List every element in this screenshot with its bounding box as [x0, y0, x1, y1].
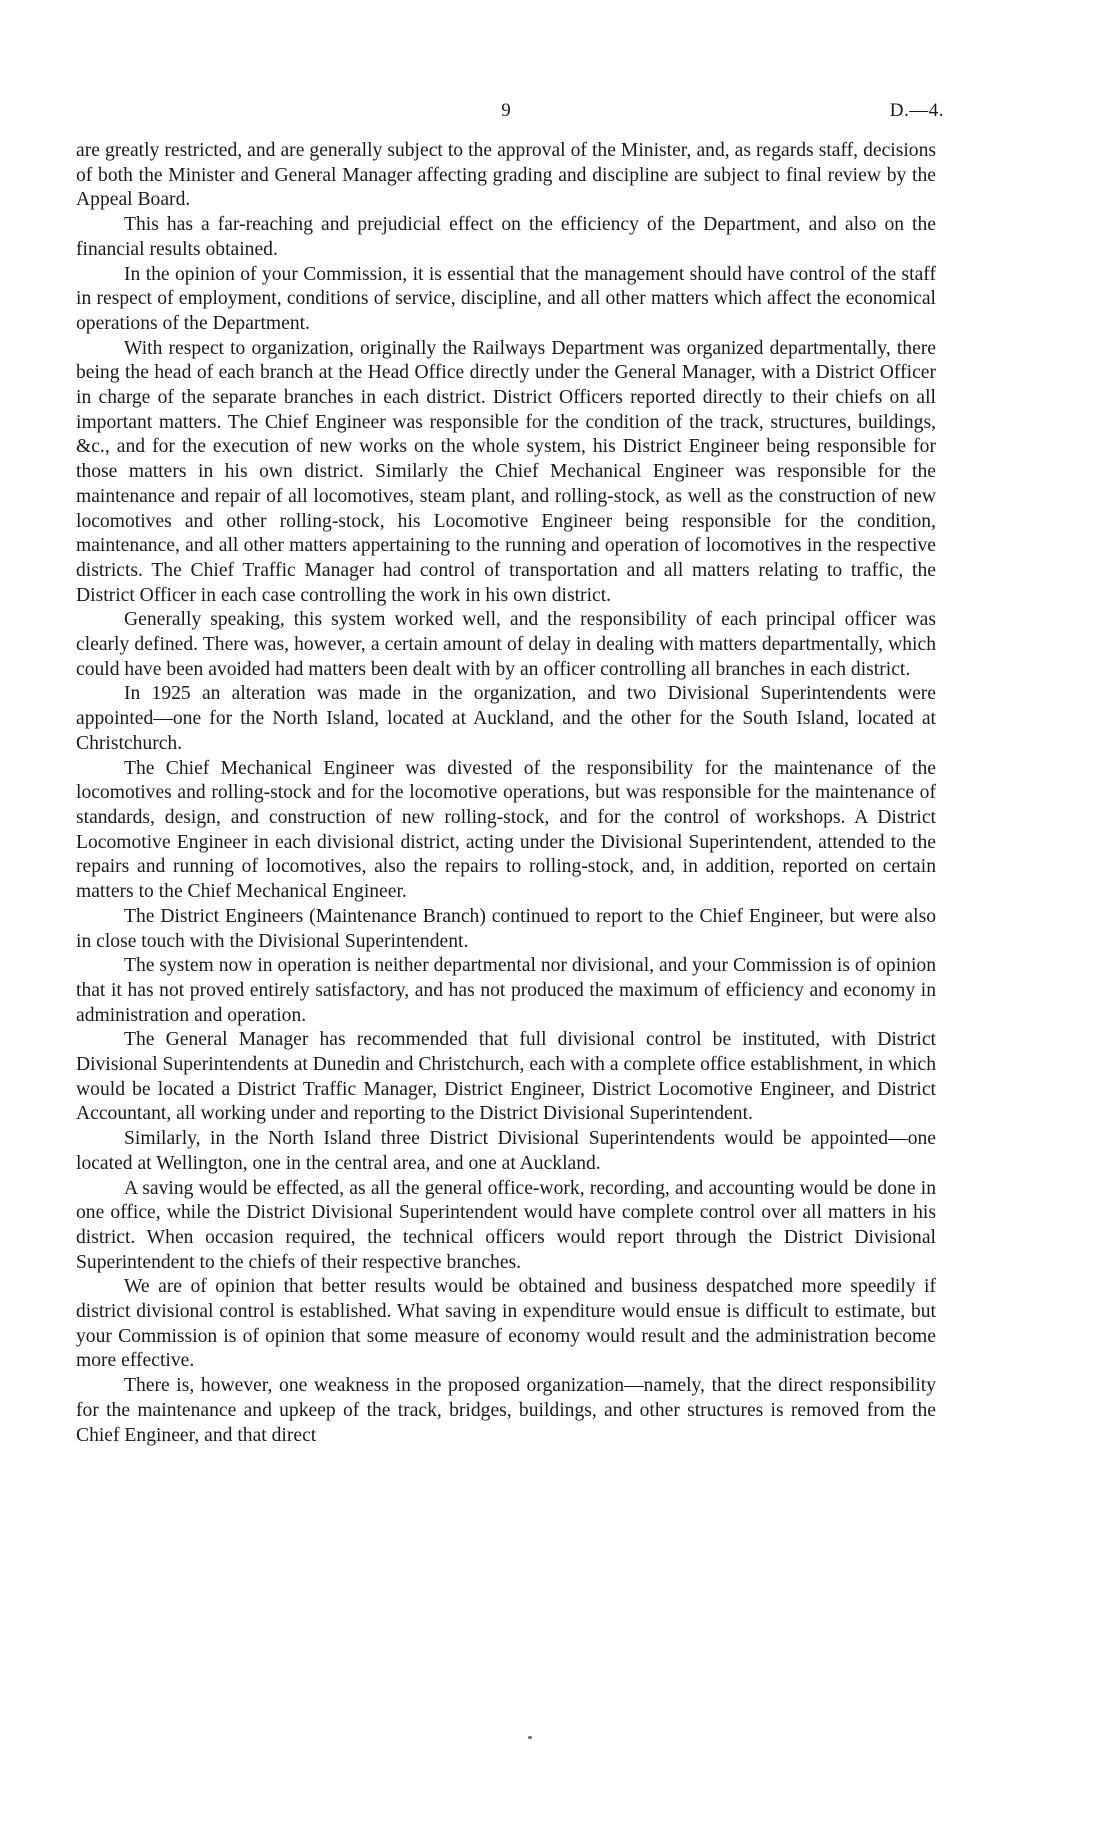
paragraph-14: There is, however, one weakness in the proposed organization—namely, that the direct responsibility for the maintenance and upkeep of the track, bridges, buildings, and other structures is removed from the Chief Engineer, and that direct [76, 1375, 936, 1446]
paragraph-10: The General Manager has recommended that full divisional control be instituted, with District Divisional Superintendents at Dunedin and Christchurch, each with a complete office establishment, in which would be located a District Traffic Manager, District Engineer, District Locomotive Engineer, and District Accountant, all working under and reporting to the District Divisional Superintendent. [76, 1029, 936, 1125]
paragraph-2: This has a far-reaching and prejudicial effect on the efficiency of the Department, and also on the financial results obtained. [76, 214, 936, 260]
scan-mark [528, 1736, 532, 1739]
document-reference: D.—4. [889, 100, 944, 121]
paragraph-6: In 1925 an alteration was made in the organization, and two Divisional Superintendents were appointed—one for the North Island, located at Auckland, and the other for the South Island, located at Christchurch. [76, 683, 936, 754]
paragraph-1: are greatly restricted, and are generally subject to the approval of the Minister, and, as regards staff, decisions of both the Minister and General Manager affecting grading and discipline are subject to final review by the Appeal Board. [76, 140, 936, 211]
paragraph-13: We are of opinion that better results would be obtained and business despatched more speedily if district divisional control is established. What saving in expenditure would ensue is difficult to estimate, but your Commission is of opinion that some measure of economy would result and the administration become more effective. [76, 1276, 936, 1372]
paragraph-5: Generally speaking, this system worked well, and the responsibility of each principal officer was clearly defined. There was, however, a certain amount of delay in dealing with matters departmentally, which could have been avoided had matters been dealt with by an officer controlling all branches in each district. [76, 609, 936, 680]
page-number: 9 [501, 100, 511, 121]
paragraph-8: The District Engineers (Maintenance Branch) continued to report to the Chief Engineer, but were also in close touch with the Divisional Superintendent. [76, 905, 936, 952]
paragraph-12: A saving would be effected, as all the general office-work, recording, and accounting would be done in one office, while the District Divisional Superintendent would have complete control over all matters in his district. When occasion required, the technical officers would report through the District Divisional Superintendent to the chiefs of their respective branches. [76, 1177, 936, 1273]
paragraph-9: The system now in operation is neither departmental nor divisional, and your Commission is of opinion that it has not proved entirely satisfactory, and has not produced the maximum of efficiency and economy in administration and operation. [76, 955, 936, 1026]
page-header [76, 100, 944, 130]
paragraph-3: In the opinion of your Commission, it is essential that the management should have control of the staff in respect of employment, conditions of service, discipline, and all other matters which affect the economical operations of the Department. [76, 263, 936, 334]
paragraph-11: Similarly, in the North Island three District Divisional Superintendents would be appointed—one located at Wellington, one in the central area, and one at Auckland. [76, 1128, 936, 1174]
paragraph-7: The Chief Mechanical Engineer was divested of the responsibility for the maintenance of the locomotives and rolling-stock and for the locomotive operations, but was responsible for the maintenance of standards, design, and construction of new rolling-stock, and for the control of workshops. A District Locomotive Engineer in each divisional district, acting under the Divisional Superintendent, attended to the repairs and running of locomotives, also the repairs to rolling-stock, and, in addition, reported on certain matters to the Chief Mechanical Engineer. [76, 757, 936, 903]
body-text [76, 139, 936, 1448]
paragraph-4: With respect to organization, originally the Railways Department was organized departmentally, there being the head of each branch at the Head Office directly under the General Manager, with a District Officer in charge of the separate branches in each district. District Officers reported directly to their chiefs on all important matters. The Chief Engineer was responsible for the condition of the track, structures, buildings, &c., and for the execution of new works on the whole system, his District Engineer being responsible for those matters in his own district. Similarly the Chief Mechanical Engineer was responsible for the maintenance and repair of all locomotives, steam plant, and rolling-stock, as well as the construction of new locomotives and other rolling-stock, his Locomotive Engineer being responsible for the condition, maintenance, and all other matters appertaining to the running and operation of locomotives in the respective districts. The Chief Traffic Manager had control of transportation and all matters relating to traffic, the District Officer in each case controlling the work in his own district. [76, 337, 936, 606]
